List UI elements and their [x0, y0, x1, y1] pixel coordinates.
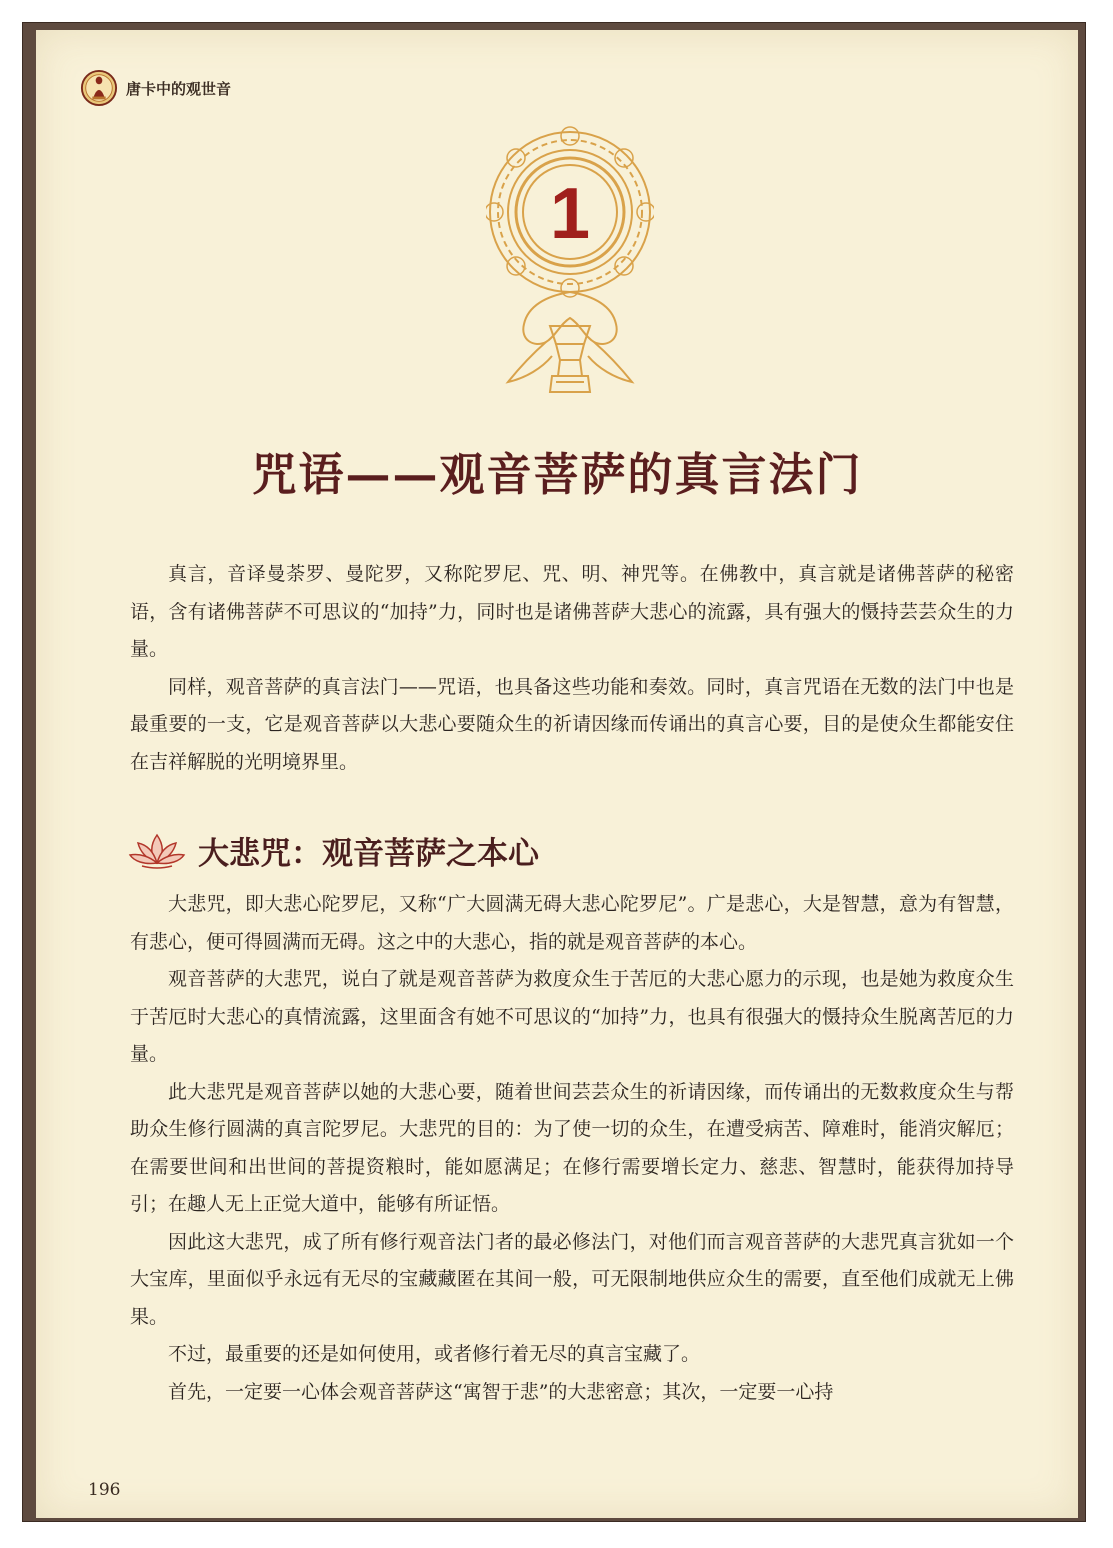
section-paragraph: 不过，最重要的还是如何使用，或者修行着无尽的真言宝藏了。 [168, 1343, 701, 1365]
chapter-ornament [486, 120, 654, 396]
book-page [36, 30, 1078, 1518]
section-paragraph: 大悲咒，即大悲心陀罗尼，又称“广大圆满无碍大悲心陀罗尼”。广是悲心，大是智慧，意为有智慧，有悲心，便可得圆满而无碍。这之中的大悲心，指的就是观音菩萨的本心。 [130, 893, 1014, 953]
section-paragraph: 因此这大悲咒，成了所有修行观音法门者的最必修法门，对他们而言观音菩萨的大悲咒真言犹如一个大宝库，里面似乎永远有无尽的宝藏藏匿在其间一般，可无限制地供应众生的需要，直至他们成就无上佛果。 [130, 1230, 1014, 1328]
guanyin-badge-icon [80, 69, 118, 107]
intro-text [130, 556, 1014, 781]
chapter-title: 咒语——观音菩萨的真言法门 [251, 448, 863, 501]
intro-paragraph: 真言，音译曼荼罗、曼陀罗，又称陀罗尼、咒、明、神咒等。在佛教中，真言就是诸佛菩萨的秘密语，含有诸佛菩萨不可思议的“加持”力，同时也是诸佛菩萨大悲心的流露，具有强大的慑持芸芸众生的力量。 [130, 563, 1014, 660]
section-paragraph: 首先，一定要一心体会观音菩萨这“寓智于悲”的大悲密意；其次，一定要一心持 [168, 1380, 834, 1403]
section-heading [128, 825, 539, 875]
section-paragraph: 观音菩萨的大悲咒，说白了就是观音菩萨为救度众生于苦厄的大悲心愿力的示现，也是她为救度众生于苦厄时大悲心的真情流露，这里面含有她不可思议的“加持”力，也具有很强大的慑持众生脱离苦厄的力量。 [130, 968, 1014, 1065]
section-text [130, 886, 1014, 1411]
running-header [80, 68, 231, 108]
intro-paragraph: 同样，观音菩萨的真言法门——咒语，也具备这些功能和奏效。同时，真言咒语在无数的法门中也是最重要的一支，它是观音菩萨以大悲心要随众生的祈请因缘而传诵出的真言心要，目的是使众生都能安住在吉祥解脱的光明境界里。 [130, 675, 1014, 773]
section-paragraph: 此大悲咒是观音菩萨以她的大悲心要，随着世间芸芸众生的祈请因缘，而传诵出的无数救度众生与帮助众生修行圆满的真言陀罗尼。大悲咒的目的：为了使一切的众生，在遭受病苦、障难时，能消灾解厄；在需要世间和出世间的菩提资粮时，能如愿满足；在修行需要增长定力、慈悲、智慧时，能获得加持导引；在趣人无上正觉大道中，能够有所证悟。 [130, 1080, 1014, 1215]
lotus-icon [128, 831, 186, 869]
page-number: 196 [88, 1480, 121, 1500]
chapter-number: 1 [549, 174, 591, 254]
running-header-title: 唐卡中的观世音 [126, 79, 232, 98]
section-title: 大悲咒：观音菩萨之本心 [198, 835, 539, 872]
